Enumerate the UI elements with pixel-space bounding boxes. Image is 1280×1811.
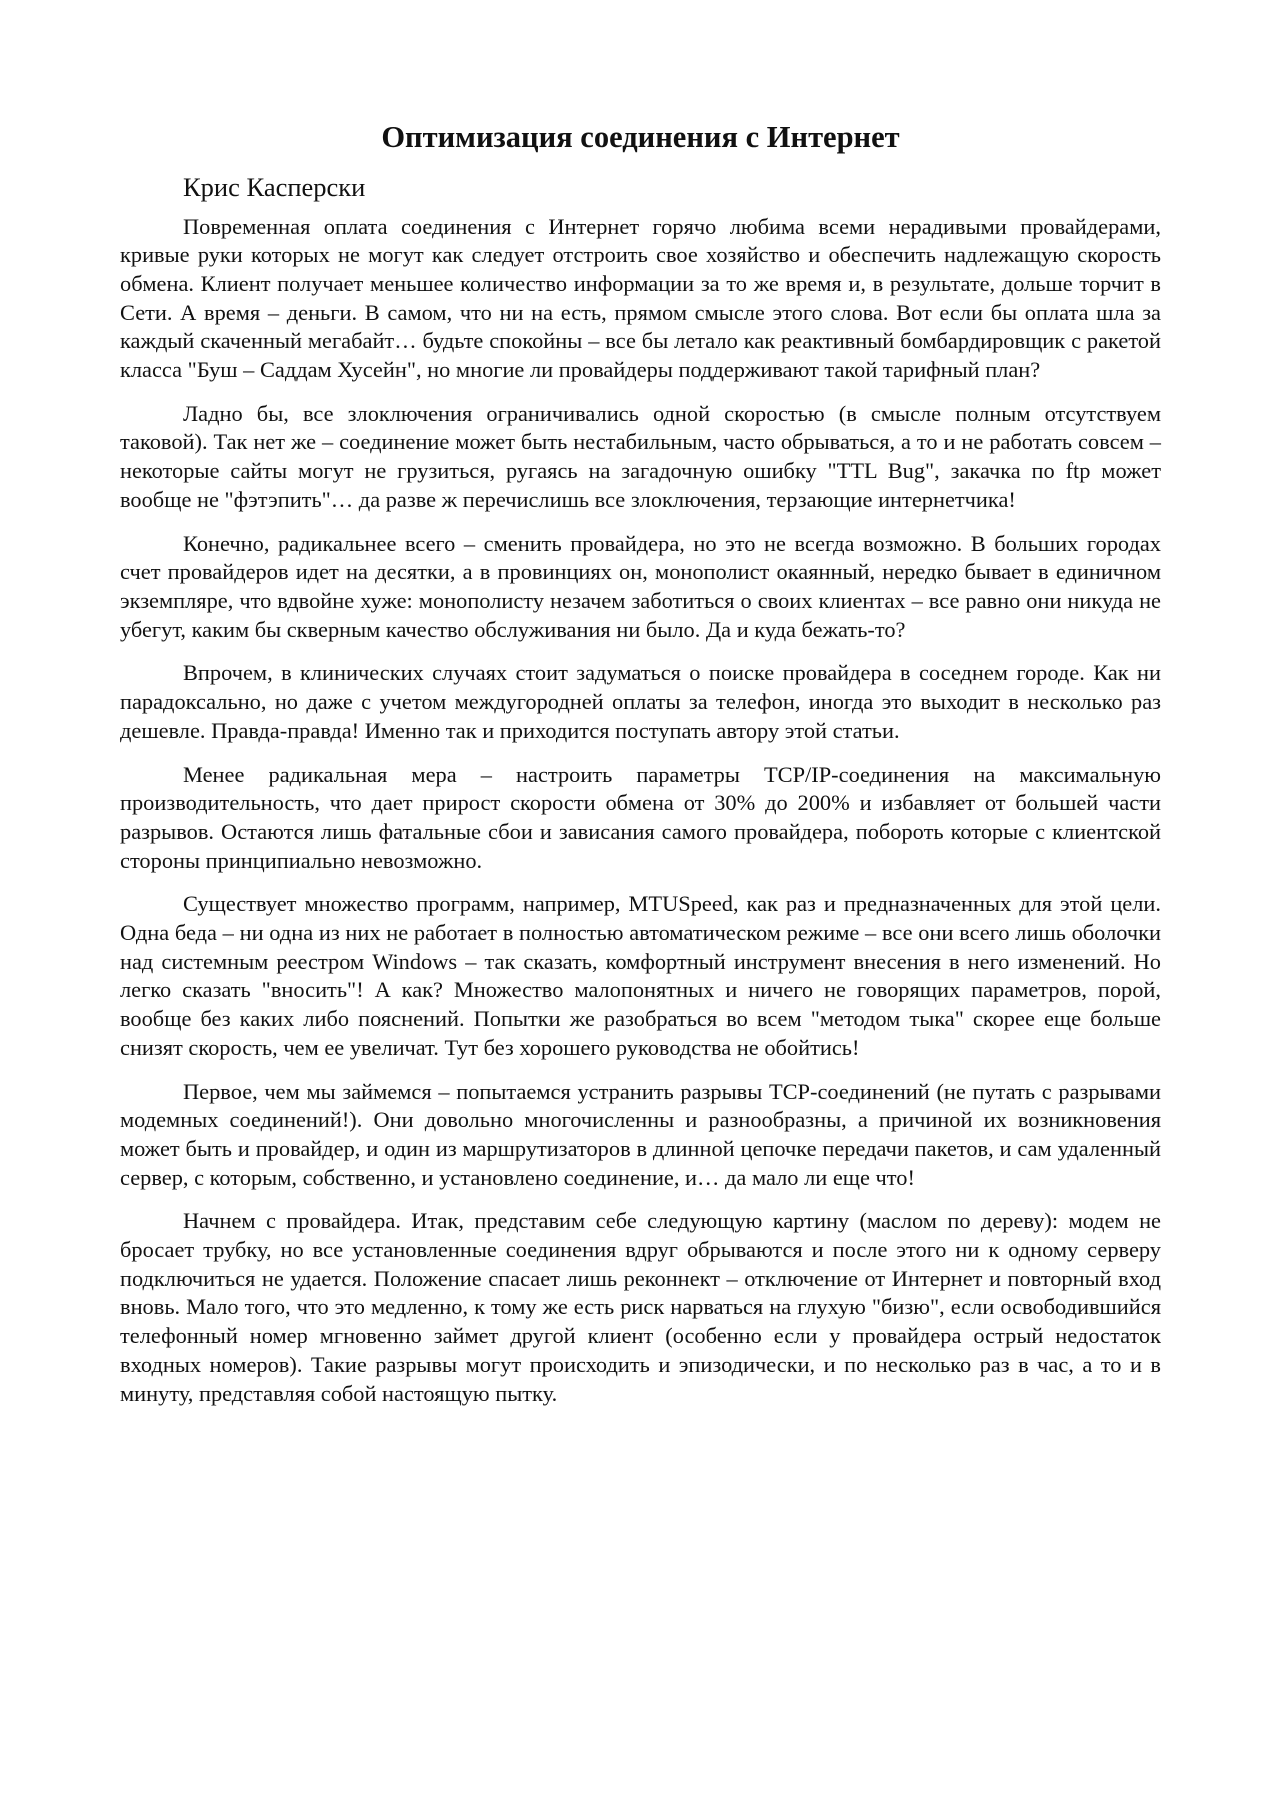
paragraph: Конечно, радикальнее всего – сменить провайдера, но это не всегда возможно. В больших городах счет провайдеров идет на десятки, а в провинциях он, монополист окаянный, нередко бывает в единичном экземпляре, что вдвойне хуже: монополисту незачем заботиться о своих клиентах – все равно они никуда не убегут, каким бы скверным качество обслуживания ни было. Да и куда бежать-то? [120, 530, 1161, 642]
paragraph: Впрочем, в клинических случаях стоит задуматься о поиске провайдера в соседнем городе. Как ни парадоксально, но даже с учетом междугородней оплаты за телефон, иногда это выходит в несколько раз дешевле. Правда-правда! Именно так и приходится поступать автору этой статьи. [120, 660, 1161, 743]
paragraph: Повременная оплата соединения с Интернет горячо любима всеми нерадивыми провайдерами, кривые руки которых не могут как следует отстроить свое хозяйство и обеспечить надлежащую скорость обмена. Клиент получает меньшее количество информации за то же время и, в результате, дольше торчит в Сети. А время – деньги. В самом, что ни на есть, прямом смысле этого слова. Вот если бы оплата шла за каждый скаченный мегабайт… будьте спокойны – все бы летало как реактивный бомбардировщик с ракетой класса "Буш – Саддам Хусейн", но многие ли провайдеры поддерживают такой тарифный план? [120, 213, 1161, 383]
paragraph: Начнем с провайдера. Итак, представим себе следующую картину (маслом по дереву): модем не бросает трубку, но все установленные соединения вдруг обрываются и после этого ни к одному серверу подключиться не удается. Положение спасает лишь реконнект – отключение от Интернет и повторный вход вновь. Мало того, что это медленно, к тому же есть риск нарваться на глухую "бизю", если освободившийся телефонный номер мгновенно займет другой клиент (особенно если у провайдера острый недостаток входных номеров). Такие разрывы могут происходить и эпизодически, и по несколько раз в час, а то и в минуту, представляя собой настоящую пытку. [120, 1208, 1161, 1406]
paragraph: Существует множество программ, например, MTUSpeed, как раз и предназначенных для этой цели. Одна беда – ни одна из них не работает в полностью автоматическом режиме – все они всего лишь оболочки над системным реестром Windows – так сказать, комфортный инструмент внесения в него изменений. Но легко сказать "вносить"! А как? Множество малопонятных и ничего не говорящих параметров, порой, вообще без каких либо пояснений. Попытки же разобраться во всем "методом тыка" скорее еще больше снизят скорость, чем ее увеличат. Тут без хорошего руководства не обойтись! [120, 891, 1161, 1060]
paragraph: Менее радикальная мера – настроить параметры TCP/IP-соединения на максимальную производительность, что дает прирост скорости обмена от 30% до 200% и избавляет от большей части разрывов. Остаются лишь фатальные сбои и зависания самого провайдера, побороть которые с клиентской стороны принципиально невозможно. [120, 761, 1161, 873]
paragraph: Ладно бы, все злоключения ограничивались одной скоростью (в смысле полным отсутствуем таковой). Так нет же – соединение может быть нестабильным, часто обрываться, а то и не работать совсем – некоторые сайты могут не грузиться, ругаясь на загадочную ошибку "TTL Bug", закачка по ftp может вообще не "фэтэпить"… да разве ж перечислишь все злоключения, терзающие интернетчика! [120, 400, 1161, 512]
author-name: Крис Касперски [183, 172, 366, 203]
paragraph: Первое, чем мы займемся – попытаемся устранить разрывы TCP-соединений (не путать с разрывами модемных соединений!). Они довольно многочисленны и разнообразны, а причиной их возникновения может быть и провайдер, и один из маршрутизаторов в длинной цепочке передачи пакетов, и сам удаленный сервер, с которым, собственно, и установлено соединение, и… да мало ли еще что! [120, 1078, 1161, 1190]
page-title: Оптимизация соединения с Интернет [381, 120, 900, 154]
document-body [120, 118, 1161, 1423]
